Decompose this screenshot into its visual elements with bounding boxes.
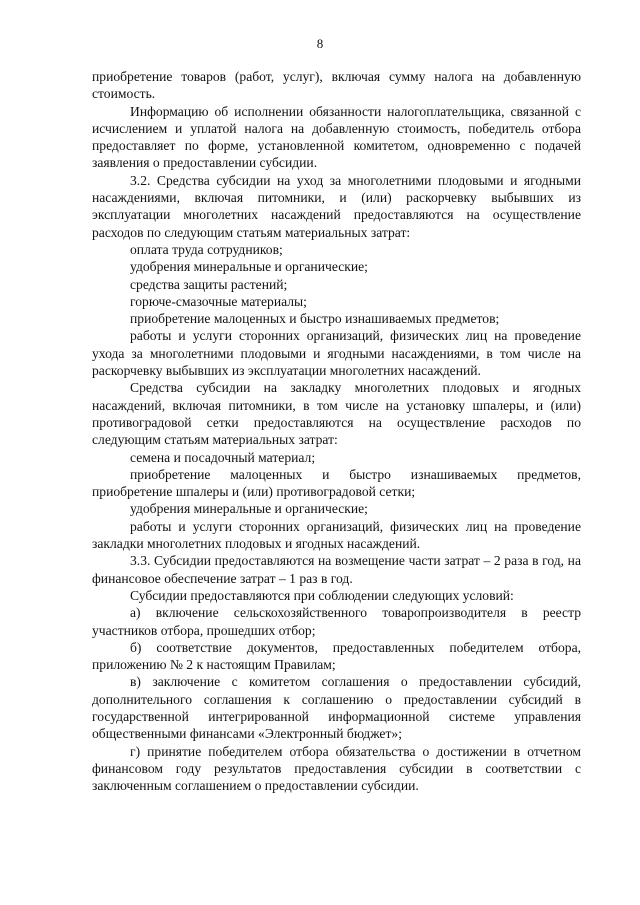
document-body <box>92 68 581 794</box>
list-item: удобрения минеральные и органические; <box>130 259 368 275</box>
list-item: приобретение малоценных и быстро изнашиваемых предметов, приобретение шпалеры и (или) противоградовой сетки; <box>92 466 581 500</box>
list-item: удобрения минеральные и органические; <box>130 501 368 517</box>
paragraph-planting-costs: Средства субсидии на закладку многолетних плодовых и ягодных насаждений, включая питомники, в том числе на установку шпалеры, и (или) противоградовой сетки предоставляются на осуществление расходов по следующим статьям материальных затрат: <box>92 380 581 448</box>
paragraph-3-2: 3.2. Средства субсидии на уход за многолетними плодовыми и ягодными насаждениями, включая питомники, и (или) раскорчевку выбывших из эксплуатации многолетних насаждений предоставляются на осуществление расходов по следующим статьям материальных затрат: <box>92 172 581 240</box>
list-item: семена и посадочный материал; <box>130 449 316 465</box>
condition-item-g: г) принятие победителем отбора обязательства о достижении в отчетном финансовом году результатов предоставления субсидии в соответствии с заключенным соглашением о предоставлении субсидии. <box>92 743 581 794</box>
paragraph-continuation: приобретение товаров (работ, услуг), включая сумму налога на добавленную стоимость. <box>92 69 581 102</box>
condition-item-b: б) соответствие документов, предоставленных победителем отбора, приложению № 2 к настоящим Правилам; <box>92 639 581 673</box>
paragraph-3-3: 3.3. Субсидии предоставляются на возмещение части затрат – 2 раза в год, на финансовое обеспечение затрат – 1 раз в год. <box>92 553 581 586</box>
list-item: оплата труда сотрудников; <box>130 241 283 257</box>
list-item: средства защиты растений; <box>130 276 288 292</box>
list-item: работы и услуги сторонних организаций, физических лиц на проведение ухода за многолетними плодовыми и ягодными насаждениями, в том числе на раскорчевку выбывших из эксплуатации многолетних насаждений. <box>92 328 581 379</box>
page-number: 8 <box>316 36 324 51</box>
paragraph-conditions: Субсидии предоставляются при соблюдении следующих условий: <box>130 587 514 603</box>
paragraph-vat-info: Информацию об исполнении обязанности налогоплательщика, связанной с исчислением и уплатой налога на добавленную стоимость, победитель отбора предоставляет по форме, установленной комитетом, одновременно с подачей заявления о предоставлении субсидии. <box>92 103 581 171</box>
list-item: приобретение малоценных и быстро изнашиваемых предметов; <box>130 311 500 327</box>
condition-item-v: в) заключение с комитетом соглашения о предоставлении субсидий, дополнительного соглашения к соглашению о предоставлении субсидий в государственной интегрированной информационной системе управления общественными финансами «Электронный бюджет»; <box>92 674 581 742</box>
list-item: горюче-смазочные материалы; <box>130 293 307 309</box>
list-item: работы и услуги сторонних организаций, физических лиц на проведение закладки многолетних плодовых и ягодных насаждений. <box>92 518 581 552</box>
condition-item-a: а) включение сельскохозяйственного товаропроизводителя в реестр участников отбора, прошедших отбор; <box>92 605 581 638</box>
